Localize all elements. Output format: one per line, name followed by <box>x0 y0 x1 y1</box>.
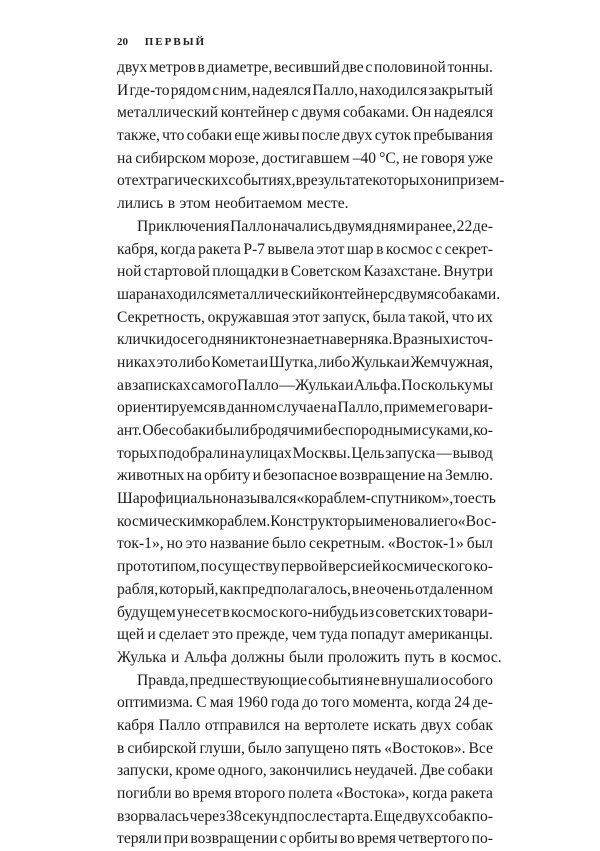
chapter-title: ПЕРВЫЙ <box>144 36 207 48</box>
text-line: о тех трагических событиях, в результате которых они призем- <box>117 172 505 190</box>
text-line: кабря Палло отправился на вертолете искать двух собак <box>117 716 493 734</box>
text-line: ант. Обе собаки были бродячими беспородными суками, ко- <box>117 422 493 439</box>
text-line: рабля, который, как предполагалось, в не очень отдаленном <box>117 580 493 598</box>
text-line: Жулька и Альфа должны были проложить путь в космос. <box>117 648 502 666</box>
text-line: Приключения Палло начались двумя днями ранее, 22 де- <box>137 217 493 235</box>
text-line: также, что собаки еще живы после двух суток пребывания <box>117 127 493 145</box>
page-number: 20 <box>117 36 128 48</box>
text-line: щей и сделает это прежде, чем туда попадут американцы. <box>117 626 493 644</box>
text-line: погибли во время второго полета «Востока», когда ракета <box>117 785 493 802</box>
text-line: запуски, кроме одного, закончились неудачей. Две собаки <box>117 762 493 780</box>
text-line: Шар официально назывался «кораблем-спутником», то есть <box>117 490 496 508</box>
text-line: а в записках самого Палло — Жулька и Альфа. Поскольку мы <box>117 376 493 394</box>
text-line: Правда, предшествующие события не внушали особого <box>137 671 493 689</box>
text-line: прототипом, по существу первой версией космического ко- <box>117 558 493 576</box>
text-line: оптимизма. С мая 1960 года до того момента, когда 24 де- <box>117 694 493 712</box>
text-line: шара находился металлический контейнер с двумя собаками. <box>117 285 501 303</box>
running-head <box>117 36 206 48</box>
text-line: торых подобрали на улицах Москвы. Цель запуска — вывод <box>117 444 493 462</box>
text-line: Секретность, окружавшая этот запуск, была такой, что их <box>117 308 493 326</box>
text-line: животных на орбиту и безопасное возвращение на Землю. <box>117 467 493 485</box>
text-line: лились в этом необитаемом месте. <box>117 195 349 213</box>
text-line: теряли при возвращении с орбиты во время четвертого по- <box>117 830 493 848</box>
text-line: ной стартовой площадки в Советском Казахстане. Внутри <box>117 263 493 281</box>
text-line: на сибирском морозе, достигавшем –40 °С, не говоря уже <box>117 149 493 167</box>
text-line: в сибирской глуши, было запущено пять «Востоков». Все <box>117 739 493 757</box>
text-line: И где-то рядом с ним, надеялся Палло, находился закрытый <box>117 81 493 99</box>
text-line: взорвалась через 38 секунд после старта. Еще двух собак по- <box>117 807 493 825</box>
text-line: ток-1», но это название было секретным. «Восток-1» был <box>117 535 493 553</box>
text-line: двух метров в диаметре, весивший две с половиной тонны. <box>117 59 493 76</box>
text-line: космическим кораблем. Конструкторы именовали его «Вос- <box>117 512 497 530</box>
text-line: кабря, когда ракета Р-7 вывела этот шар в космос с секрет- <box>117 240 493 258</box>
text-line: ориентируемся в данном случае на Палло, примем его вари- <box>117 399 493 417</box>
body-text <box>117 57 505 851</box>
text-line: металлический контейнер с двумя собаками. Он надеялся <box>117 104 493 122</box>
text-line: будущем унесет в космос кого-нибудь из советских товари- <box>117 603 493 621</box>
text-line: никах это либо Комета и Шутка, либо Жулька и Жемчужная, <box>117 353 493 371</box>
text-line: клички до сего дня никто не знает наверняка. В разных источ- <box>117 331 493 349</box>
